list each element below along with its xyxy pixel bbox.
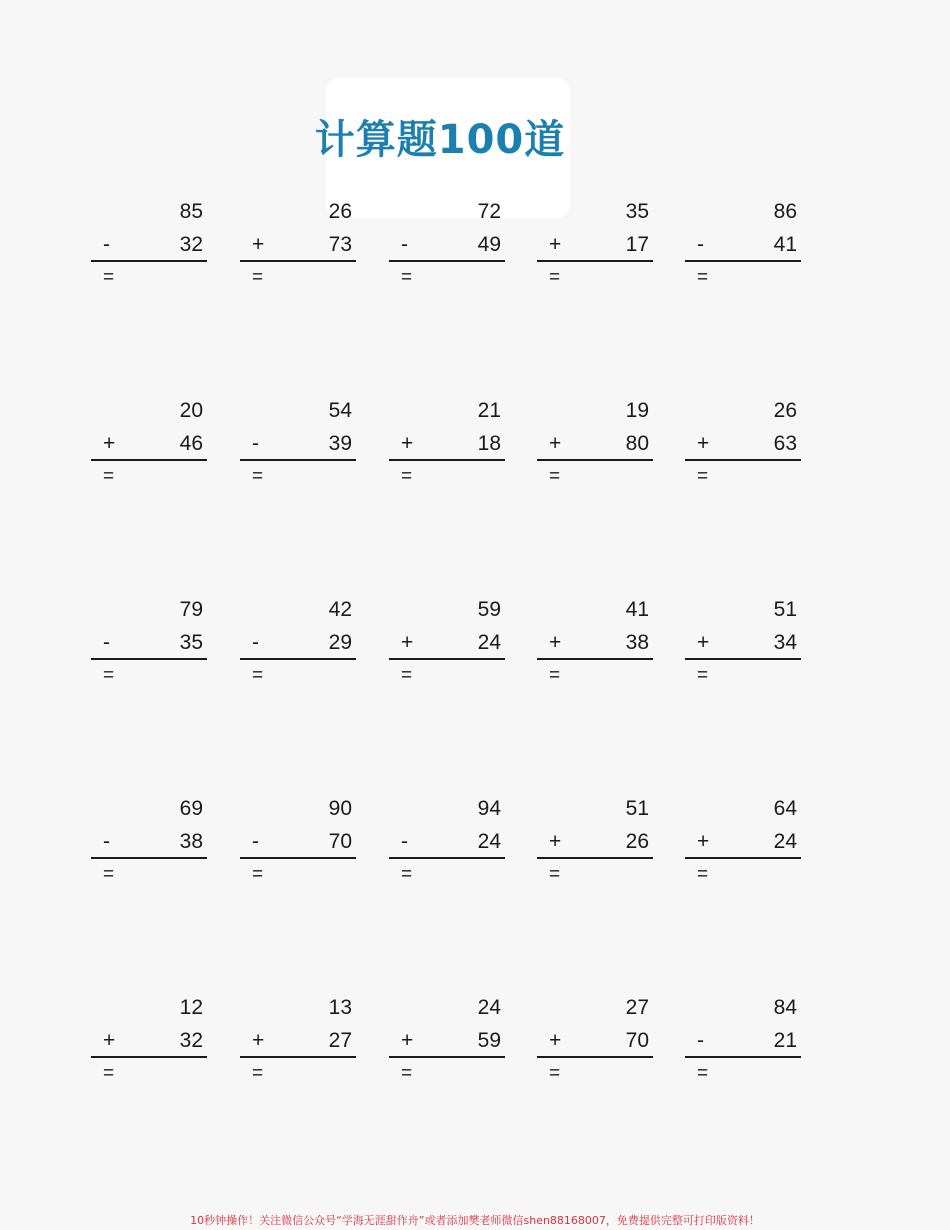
equals-sign: =	[697, 665, 709, 686]
equals-sign: =	[103, 864, 115, 885]
answer-line	[685, 1056, 801, 1058]
problem-5-3	[389, 996, 505, 1096]
equals-sign: =	[103, 1063, 115, 1084]
bottom-number: 39	[328, 432, 352, 455]
answer-line	[685, 459, 801, 461]
problem-4-1	[91, 797, 207, 897]
bottom-number: 63	[773, 432, 797, 455]
problem-1-4	[537, 200, 653, 300]
answer-line	[91, 1056, 207, 1058]
equals-sign: =	[252, 267, 264, 288]
bottom-number: 21	[773, 1029, 797, 1052]
top-number: 51	[773, 598, 797, 621]
top-number: 41	[625, 598, 649, 621]
equals-sign: =	[252, 864, 264, 885]
answer-line	[537, 459, 653, 461]
bottom-number: 18	[477, 432, 501, 455]
bottom-number: 59	[477, 1029, 501, 1052]
answer-line	[91, 857, 207, 859]
answer-line	[240, 658, 356, 660]
answer-line	[537, 658, 653, 660]
answer-line	[389, 459, 505, 461]
problem-3-4	[537, 598, 653, 698]
problem-5-5	[685, 996, 801, 1096]
equals-sign: =	[549, 466, 561, 487]
top-number: 90	[328, 797, 352, 820]
problem-5-1	[91, 996, 207, 1096]
bottom-number: 27	[328, 1029, 352, 1052]
problem-4-3	[389, 797, 505, 897]
equals-sign: =	[103, 665, 115, 686]
bottom-number: 38	[179, 830, 203, 853]
problem-1-1	[91, 200, 207, 300]
answer-line	[91, 260, 207, 262]
top-number: 35	[625, 200, 649, 223]
problem-5-4	[537, 996, 653, 1096]
bottom-number: 24	[477, 631, 501, 654]
operator: -	[401, 233, 408, 256]
bottom-number: 73	[328, 233, 352, 256]
top-number: 42	[328, 598, 352, 621]
equals-sign: =	[401, 864, 413, 885]
equals-sign: =	[697, 466, 709, 487]
operator: -	[103, 631, 110, 654]
operator: +	[549, 233, 562, 256]
equals-sign: =	[103, 466, 115, 487]
bottom-number: 70	[625, 1029, 649, 1052]
operator: +	[252, 1029, 265, 1052]
bottom-number: 24	[773, 830, 797, 853]
equals-sign: =	[103, 267, 115, 288]
answer-line	[685, 658, 801, 660]
operator: +	[549, 432, 562, 455]
equals-sign: =	[401, 267, 413, 288]
answer-line	[685, 260, 801, 262]
top-number: 72	[477, 200, 501, 223]
bottom-number: 34	[773, 631, 797, 654]
top-number: 79	[179, 598, 203, 621]
operator: -	[103, 233, 110, 256]
top-number: 21	[477, 399, 501, 422]
equals-sign: =	[401, 466, 413, 487]
top-number: 19	[625, 399, 649, 422]
top-number: 24	[477, 996, 501, 1019]
problem-3-5	[685, 598, 801, 698]
top-number: 59	[477, 598, 501, 621]
top-number: 26	[773, 399, 797, 422]
top-number: 86	[773, 200, 797, 223]
answer-line	[389, 260, 505, 262]
equals-sign: =	[697, 267, 709, 288]
answer-line	[389, 1056, 505, 1058]
answer-line	[240, 1056, 356, 1058]
problem-1-3	[389, 200, 505, 300]
operator: +	[697, 432, 710, 455]
operator: +	[103, 432, 116, 455]
problem-3-3	[389, 598, 505, 698]
operator: +	[401, 432, 414, 455]
operator: +	[103, 1029, 116, 1052]
operator: -	[697, 1029, 704, 1052]
bottom-number: 49	[477, 233, 501, 256]
problem-4-2	[240, 797, 356, 897]
answer-line	[240, 459, 356, 461]
top-number: 51	[625, 797, 649, 820]
top-number: 27	[625, 996, 649, 1019]
problem-3-2	[240, 598, 356, 698]
answer-line	[685, 857, 801, 859]
answer-line	[537, 857, 653, 859]
operator: -	[252, 631, 259, 654]
answer-line	[91, 459, 207, 461]
operator: -	[103, 830, 110, 853]
footer-note: 10秒钟操作！关注微信公众号“学海无涯甜作舟”或者添加樊老师微信shen88168007，免费提供完整可打印版资料！	[190, 1214, 760, 1227]
bottom-number: 41	[773, 233, 797, 256]
top-number: 69	[179, 797, 203, 820]
answer-line	[91, 658, 207, 660]
operator: +	[401, 1029, 414, 1052]
bottom-number: 24	[477, 830, 501, 853]
problem-2-1	[91, 399, 207, 499]
equals-sign: =	[549, 864, 561, 885]
equals-sign: =	[697, 864, 709, 885]
operator: +	[549, 1029, 562, 1052]
bottom-number: 17	[625, 233, 649, 256]
answer-line	[537, 260, 653, 262]
operator: +	[549, 631, 562, 654]
equals-sign: =	[252, 1063, 264, 1084]
problem-4-5	[685, 797, 801, 897]
equals-sign: =	[697, 1063, 709, 1084]
problem-2-2	[240, 399, 356, 499]
answer-line	[240, 857, 356, 859]
equals-sign: =	[549, 1063, 561, 1084]
operator: -	[252, 830, 259, 853]
problem-2-4	[537, 399, 653, 499]
operator: -	[252, 432, 259, 455]
operator: -	[697, 233, 704, 256]
problem-5-2	[240, 996, 356, 1096]
operator: -	[401, 830, 408, 853]
operator: +	[549, 830, 562, 853]
top-number: 12	[179, 996, 203, 1019]
problem-4-4	[537, 797, 653, 897]
top-number: 20	[179, 399, 203, 422]
bottom-number: 32	[179, 1029, 203, 1052]
operator: +	[252, 233, 265, 256]
page-title: 计算题100道	[314, 117, 566, 163]
operator: +	[401, 631, 414, 654]
problem-2-5	[685, 399, 801, 499]
equals-sign: =	[549, 267, 561, 288]
problem-1-5	[685, 200, 801, 300]
equals-sign: =	[401, 665, 413, 686]
top-number: 94	[477, 797, 501, 820]
equals-sign: =	[252, 665, 264, 686]
bottom-number: 80	[625, 432, 649, 455]
operator: +	[697, 830, 710, 853]
top-number: 13	[328, 996, 352, 1019]
top-number: 26	[328, 200, 352, 223]
answer-line	[537, 1056, 653, 1058]
top-number: 64	[773, 797, 797, 820]
top-number: 84	[773, 996, 797, 1019]
answer-line	[389, 658, 505, 660]
bottom-number: 29	[328, 631, 352, 654]
answer-line	[240, 260, 356, 262]
equals-sign: =	[252, 466, 264, 487]
bottom-number: 26	[625, 830, 649, 853]
problem-1-2	[240, 200, 356, 300]
bottom-number: 38	[625, 631, 649, 654]
problem-3-1	[91, 598, 207, 698]
bottom-number: 70	[328, 830, 352, 853]
bottom-number: 32	[179, 233, 203, 256]
bottom-number: 35	[179, 631, 203, 654]
bottom-number: 46	[179, 432, 203, 455]
equals-sign: =	[549, 665, 561, 686]
top-number: 85	[179, 200, 203, 223]
problem-2-3	[389, 399, 505, 499]
operator: +	[697, 631, 710, 654]
top-number: 54	[328, 399, 352, 422]
answer-line	[389, 857, 505, 859]
equals-sign: =	[401, 1063, 413, 1084]
